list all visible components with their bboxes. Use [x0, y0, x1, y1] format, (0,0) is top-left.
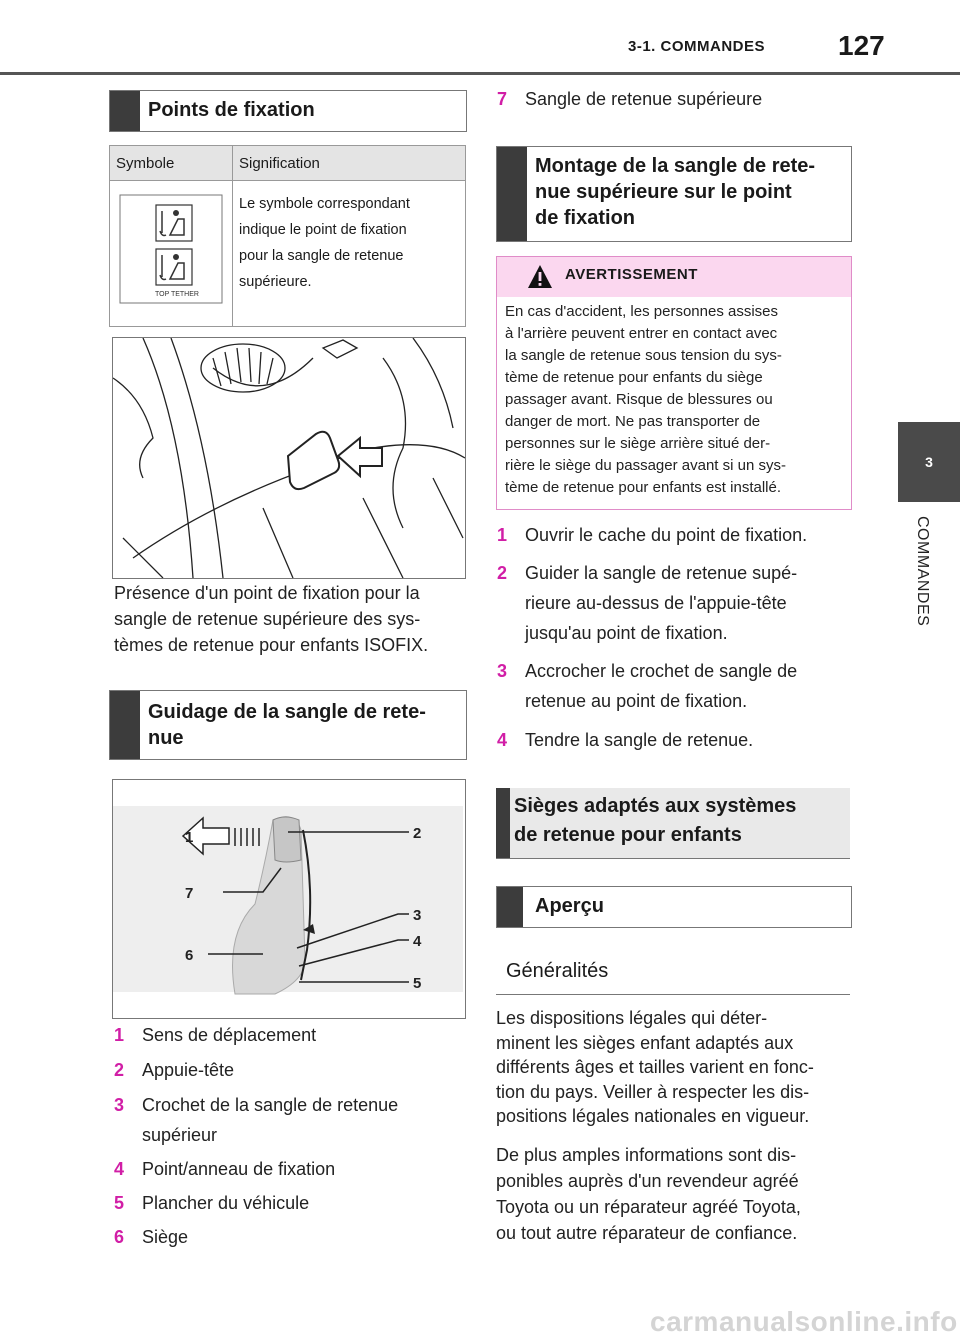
legend-num: 6: [114, 1227, 125, 1247]
title-line: Montage de la sangle de rete-: [535, 155, 816, 177]
top-tether-label: TOP TETHER: [155, 291, 199, 298]
caption-line: sangle de retenue supérieure des sys-: [114, 609, 421, 629]
section-title: [535, 153, 843, 231]
section-title: [148, 699, 458, 751]
section-apercu: [496, 886, 852, 928]
para-dispositions: [496, 1006, 814, 1129]
title-line: Sièges adaptés aux systèmes: [514, 795, 797, 817]
caption-line: Présence d'un point de fixation pour la: [114, 583, 420, 603]
title-line: de fixation: [535, 207, 636, 229]
warning-line: rière le siège du passager avant si un sys-: [505, 457, 786, 474]
legend-text: Sangle de retenue supérieure: [525, 89, 763, 109]
legend-text: Point/anneau de fixation: [142, 1159, 336, 1179]
section-title: Points de fixation: [148, 99, 315, 121]
legend-num: 4: [114, 1159, 125, 1179]
legend-text: Plancher du véhicule: [142, 1193, 310, 1213]
signification-line: pour la sangle de retenue: [239, 248, 404, 264]
section-bar: [110, 691, 140, 759]
para-informations: [496, 1142, 801, 1246]
step-text: rieure au-dessus de l'appuie-tête: [525, 593, 787, 613]
legend-num: 7: [497, 89, 508, 109]
warning-line: danger de mort. Ne pas transporter de: [505, 413, 761, 430]
warning-text: [497, 297, 851, 503]
step-num: 2: [497, 563, 508, 583]
signification-line: indique le point de fixation: [239, 222, 407, 238]
legend-text: Appuie-tête: [142, 1060, 235, 1080]
section-guidage: [109, 690, 467, 760]
step-num: 3: [497, 661, 508, 681]
diagram-label-3: 3: [413, 907, 422, 924]
step-text: jusqu'au point de fixation.: [525, 623, 728, 643]
chapter-tab: 3: [898, 422, 960, 502]
para-line: ou tout autre réparateur de confiance.: [496, 1223, 798, 1243]
diagram-label-1: 1: [185, 829, 194, 846]
diagram-label-4: 4: [413, 933, 422, 950]
para-line: Les dispositions légales qui déter-: [496, 1008, 768, 1028]
page-number: 127: [838, 30, 885, 61]
title-line: Guidage de la sangle de rete-: [148, 701, 426, 723]
section-bar: [496, 788, 510, 858]
section-montage: [496, 146, 852, 242]
col-signification: Signification: [233, 146, 466, 181]
top-tether-symbol-icon: [116, 193, 226, 305]
step-num: 4: [497, 730, 508, 750]
section-bar: [497, 147, 527, 241]
warning-header: [497, 257, 851, 297]
symbol-cell: [110, 181, 233, 327]
step-text: retenue au point de fixation.: [525, 691, 748, 711]
para-line: tion du pays. Veiller à respecter les dis-: [496, 1081, 810, 1102]
para-line: Toyota ou un réparateur agréé Toyota,: [496, 1197, 801, 1217]
warning-line: passager avant. Risque de blessures ou: [505, 391, 773, 408]
title-line: nue: [148, 727, 184, 749]
subsection-title: Généralités: [506, 960, 609, 982]
legend-text: Sens de déplacement: [142, 1025, 317, 1045]
warning-line: personnes sur le siège arrière situé der-: [505, 435, 771, 452]
chapter-side-label: COMMANDES: [914, 516, 931, 627]
section-bar: [110, 91, 140, 131]
title-line: de retenue pour enfants: [514, 824, 742, 846]
para-line: De plus amples informations sont dis-: [496, 1145, 797, 1165]
legend-text: supérieur: [142, 1125, 218, 1145]
legend-text: Siège: [142, 1227, 189, 1247]
section-points-de-fixation: [109, 90, 467, 132]
strap-routing-diagram: [112, 779, 466, 1019]
diagram-label-5: 5: [413, 975, 422, 992]
section-sieges: [496, 788, 850, 859]
step-text: Accrocher le crochet de sangle de: [525, 661, 798, 681]
legend-num: 2: [114, 1060, 125, 1080]
symbol-table: [109, 145, 466, 327]
step-text: Guider la sangle de retenue supé-: [525, 563, 798, 583]
warning-line: En cas d'accident, les personnes assises: [505, 303, 779, 320]
warning-line: à l'arrière peuvent entrer en contact avec: [505, 325, 778, 342]
para-line: minent les sièges enfant adaptés aux: [496, 1032, 794, 1053]
signification-line: Le symbole correspondant: [239, 196, 410, 212]
section-bar: [497, 887, 523, 927]
legend-num: 1: [114, 1025, 125, 1045]
caption-line: tèmes de retenue pour enfants ISOFIX.: [114, 635, 429, 655]
diagram-label-2: 2: [413, 825, 422, 842]
section-title: Aperçu: [535, 895, 604, 917]
anchor-point-drawing: [113, 338, 465, 578]
legend-text: Crochet de la sangle de retenue: [142, 1095, 399, 1115]
subsection-generalites: [496, 952, 850, 995]
title-line: nue supérieure sur le point: [535, 181, 792, 203]
para-line: différents âges et tailles varient en fonc-: [496, 1057, 814, 1077]
warning-triangle-icon: [527, 264, 553, 290]
diagram-label-7: 7: [185, 885, 194, 902]
diagram-label-6: 6: [185, 947, 194, 964]
watermark: carmanualsonline.info: [650, 1306, 958, 1337]
warning-line: la sangle de retenue sous tension du sys-: [505, 347, 782, 364]
anchor-caption: [114, 580, 428, 658]
header-section-title: 3-1. COMMANDES: [628, 38, 766, 55]
step-text: Tendre la sangle de retenue.: [525, 730, 754, 750]
warning-title: AVERTISSEMENT: [565, 266, 698, 283]
para-line: ponibles auprès d'un revendeur agréé: [496, 1171, 799, 1191]
legend-num: 3: [114, 1095, 125, 1115]
signification-line: supérieure.: [239, 274, 312, 290]
anchor-point-illustration: [112, 337, 466, 579]
warning-line: tème de retenue pour enfants est installé.: [505, 479, 782, 496]
step-num: 1: [497, 525, 508, 545]
legend-num: 5: [114, 1193, 125, 1213]
header-rule: [0, 72, 960, 75]
warning-box: [496, 256, 852, 510]
para-line: positions légales nationales en vigueur.: [496, 1106, 810, 1126]
step-text: Ouvrir le cache du point de fixation.: [525, 525, 808, 545]
warning-line: tème de retenue pour enfants du siège: [505, 369, 763, 386]
strap-routing-drawing: [113, 780, 465, 1018]
col-symbole: Symbole: [110, 146, 233, 181]
section-title: [514, 792, 842, 850]
signification-cell: [233, 181, 466, 327]
